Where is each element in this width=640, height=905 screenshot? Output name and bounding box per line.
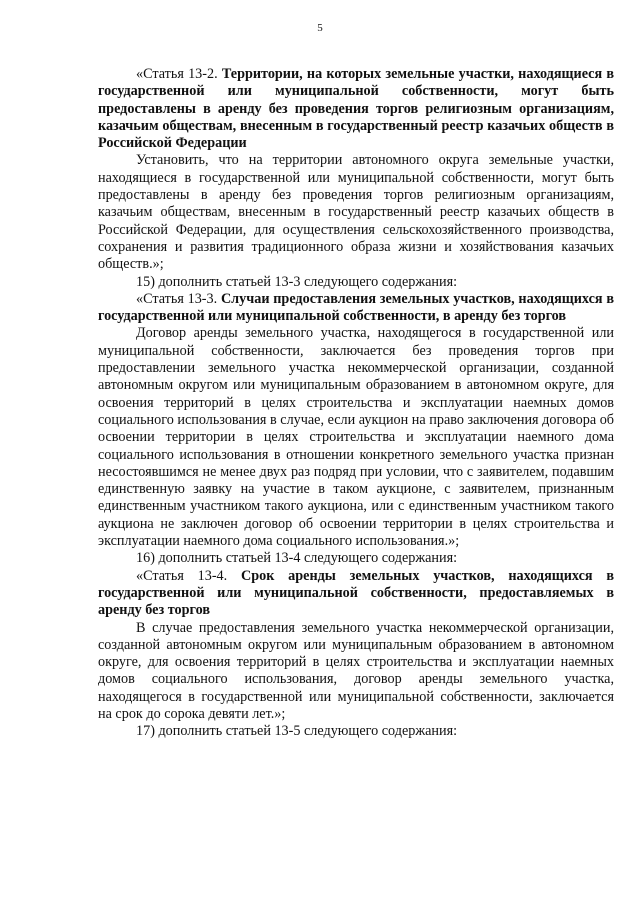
article-13-4-heading — [98, 568, 614, 620]
article-13-4-text: В случае предоставления земельного участка некоммерческой организации, созданной автономным округом или муниципальным образованием в автономном округе, для освоения территорий в целях строительства и эксплуатации наемных домов социального использования, договор аренды земельного участка, находящегося в государственной или муниципальной собственности, заключается на срок до сорока девяти лет.»; — [98, 619, 614, 722]
article-13-2-title: Территории, на которых земельные участки, находящиеся в государственной или муниципальной собственности, могут быть предоставлены в аренду без проведения торгов религиозным организациям, казачьим обществам, внесенным в государственный реестр казачьих обществ в Российской Федерации — [98, 66, 615, 152]
article-13-4-lead: «Статья 13-4. — [136, 567, 241, 584]
item-15: 15) дополнить статьей 13-3 следующего содержания: — [136, 273, 458, 290]
item-16: 16) дополнить статьей 13-4 следующего содержания: — [136, 550, 458, 567]
article-13-3-text: Договор аренды земельного участка, находящегося в государственной или муниципальной собственности, заключается без проведения торгов при предоставлении земельного участка некоммерческой организации, созданной автономным округом или муниципальным образованием в автономном округе, для освоения территорий в целях строительства и эксплуатации наемных домов социального использования в случае, если аукцион на право заключения договора об освоении территории в целях строительства и эксплуатации наемного дома социального использования в отношении конкретного земельного участка признан несостоявшимся не менее двух раз подряд при условии, что с заявителем, подавшим единственную заявку на участие в таком аукционе, с заявителем, признанным единственным участником такого аукциона, или с единственным участником такого аукциона не заключен договор об освоении территории в целях строительства и эксплуатации наемного дома социального использования.»; — [98, 325, 614, 550]
page-number: 5 — [317, 22, 323, 34]
article-13-2-lead: «Статья 13-2. — [136, 66, 222, 82]
article-13-3-title: Случаи предоставления земельных участков, находящихся в государственной или муниципальной собственности, в аренду без торгов — [98, 290, 615, 325]
document-body — [98, 66, 614, 741]
article-13-4-title: Срок аренды земельных участков, находящихся в государственной или муниципальной собственности, предоставляемых в аренду без торгов — [98, 567, 614, 619]
item-17: 17) дополнить статьей 13-5 следующего содержания: — [136, 723, 458, 740]
article-13-2-text: Установить, что на территории автономного округа земельные участки, находящиеся в государственной или муниципальной собственности, могут быть предоставлены в аренду без проведения торгов религиозным организациям, казачьим обществам, внесенным в государственный реестр казачьих обществ в Российской Федерации, для осуществления сельскохозяйственного производства, сохранения и развития традиционного образа жизни и хозяйствования казачьих обществ.»; — [98, 152, 614, 273]
article-13-3-lead: «Статья 13-3. — [136, 290, 221, 307]
article-13-3-heading — [98, 291, 614, 326]
article-13-2-heading — [98, 66, 614, 152]
